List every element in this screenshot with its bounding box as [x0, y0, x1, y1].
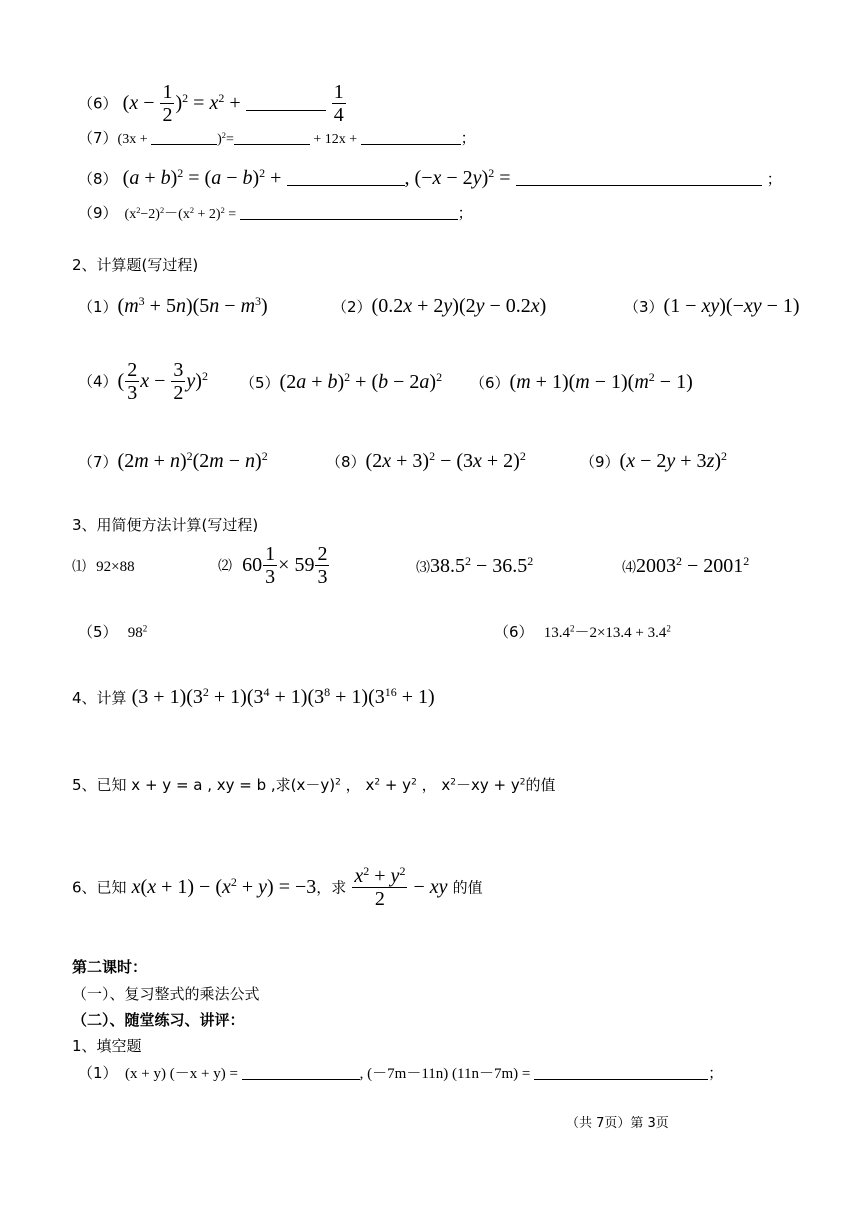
q-label: ⑵	[218, 559, 232, 575]
q-label: ⑶	[416, 561, 430, 576]
q-label: （9）	[580, 453, 620, 471]
fill-q6: （6） (x − $\frac{1}{2}$ )$^2 = x^2$ + $\frac{1}{4}$	[78, 81, 344, 126]
simple-calc-2: ⑵ 60 $\frac{1}{3}$ × 59 $\frac{2}{3}$	[218, 543, 328, 588]
q-label: （1）	[78, 298, 118, 316]
q-label: （2）	[332, 298, 372, 316]
q-label: （3）	[624, 298, 664, 316]
calc-row-1: （3）(1 − xy)(−xy − 1)	[624, 295, 800, 317]
simple-calc-1	[72, 558, 135, 575]
q-label: （5）	[78, 623, 118, 641]
semicolon: ；	[457, 204, 473, 222]
calc-row-2: $(5)(2a + b)^2 + (b - 2a)^2$	[240, 369, 443, 393]
math-expr: 98	[127, 625, 143, 641]
calc-row-3: $(9)(x - 2y + 3z)^2$	[580, 448, 728, 472]
q-text: 5、已知 x + y = a , xy = b ,求(x－y)	[72, 776, 336, 794]
calc-row-3: $(7)(2m + n)^2(2m - n)^2$	[78, 448, 268, 472]
expr-part: )	[217, 132, 222, 147]
q-label: ⑴	[72, 560, 86, 575]
answer-blank[interactable]	[240, 218, 458, 220]
math-expr: $(x^2-2)^2-(x^2 + 2)^2$ =	[121, 205, 237, 222]
section-title: 3、用简便方法计算(写过程)	[72, 516, 259, 534]
q-label: 4、计算	[72, 689, 127, 707]
fill-q8	[78, 165, 782, 189]
q-label: （7）	[78, 453, 118, 471]
fill-title: 1、填空题	[72, 1037, 142, 1055]
answer-blank[interactable]	[516, 184, 762, 186]
answer-blank[interactable]	[234, 143, 310, 145]
question-6: 6、已知 $x(x + 1) - (x^2 + y) = -3$，求 $\frac{x^2 + y^2}{2}$ − xy 的值	[72, 863, 483, 910]
lesson-fill-1	[78, 1066, 723, 1082]
calc-row-1: $(1)(m^3 + 5n)(5n - m^3)$	[78, 293, 268, 317]
calc-row-2: （4）( $\frac{2}{3}$ x − $\frac{3}{2}$ y)$^2$	[78, 359, 208, 404]
q-text: 的值	[452, 878, 483, 897]
q-label: （8）	[78, 170, 118, 188]
math-expr: 13.4	[543, 625, 570, 641]
math-expr: (x − $\frac{1}{2}$ )$^2 = x^2$ +	[122, 81, 246, 126]
q-label: （7）	[78, 129, 118, 147]
answer-blank[interactable]	[246, 109, 326, 111]
q-label: （6）	[78, 94, 118, 113]
expr-part: + 12x +	[313, 132, 358, 147]
calc-row-1: （2）(0.2x + 2y)(2y − 0.2x)	[332, 295, 547, 317]
lesson-item: （二）、随堂练习、讲评：	[72, 1011, 245, 1029]
answer-blank[interactable]	[242, 1078, 360, 1080]
expr-part: =	[225, 132, 234, 147]
q-text: ，求	[316, 878, 347, 897]
lesson-item: （一）、复习整式的乘法公式	[72, 985, 260, 1003]
section-title: 2、计算题(写过程)	[72, 256, 199, 274]
calc-row-3: $(8)(2x + 3)^2 - (3x + 2)^2$	[326, 448, 526, 472]
page-footer: （共 7页）第 3页	[566, 1116, 669, 1131]
fill-q7: $(7)(3x + )^2= + 12x$ + ；	[78, 129, 476, 147]
question-5: 5、已知 x + y = a , xy = b ,求$(x-y)^2$ ， $x^2 + y^2$ ， $x^2-xy + y^2$的值	[72, 776, 556, 794]
semicolon: ；	[460, 129, 476, 147]
q-label: （6）	[470, 374, 510, 392]
answer-blank[interactable]	[151, 143, 217, 145]
q-label: （6）	[494, 623, 534, 641]
math-expr: , $(-x - 2y)^2$ =	[404, 165, 511, 189]
q-label: ⑷	[622, 561, 636, 576]
q-label: （5）	[240, 374, 280, 392]
q-label: （4）	[78, 372, 118, 391]
semicolon: ；	[708, 1064, 724, 1082]
simple-calc-3: $⑶38.5^2 - 36.5^2$	[416, 553, 534, 577]
math-expr: , (－7m－11n) (11n－7m) =	[359, 1066, 531, 1082]
q-label: 6、已知	[72, 878, 127, 897]
calc-row-2: $(6)(m + 1)(m - 1)(m^2 - 1)$	[470, 369, 693, 393]
q-label: （9）	[78, 204, 118, 222]
math-expr: 92×88	[96, 559, 135, 575]
answer-blank[interactable]	[287, 184, 405, 186]
q-label: （1）	[78, 1064, 118, 1082]
answer-blank[interactable]	[534, 1078, 708, 1080]
q-text: ， x	[345, 776, 375, 794]
q-text: 的值	[525, 776, 556, 794]
simple-calc-4: $⑷2003^2 - 2001^2$	[622, 553, 750, 577]
expr-part: (3x +	[117, 132, 148, 147]
simple-calc-5: （5） $98^2$	[78, 623, 148, 641]
lesson-title: 第二课时：	[72, 958, 148, 976]
q-label: （8）	[326, 453, 366, 471]
q-text: + y	[384, 776, 412, 794]
answer-blank[interactable]	[361, 143, 461, 145]
math-expr: －2×13.4 + 3.4	[574, 625, 667, 641]
simple-calc-6: （6） $13.4^2-2\times 13.4 + 3.4^2$	[494, 623, 671, 641]
question-4: 4、计算 $(3 + 1)(3^2 + 1)(3^4 + 1)(3^8 + 1)(3^{16} + 1)$	[72, 684, 435, 708]
q-text: ， x	[421, 776, 451, 794]
fill-q9	[78, 206, 473, 222]
math-expr: (x + y) (－x + y) =	[125, 1066, 238, 1082]
q-text: －xy + y	[455, 776, 520, 794]
math-expr: $(a + b)^2 = (a - b)^2$ +	[122, 165, 282, 189]
semicolon: ；	[766, 170, 782, 188]
